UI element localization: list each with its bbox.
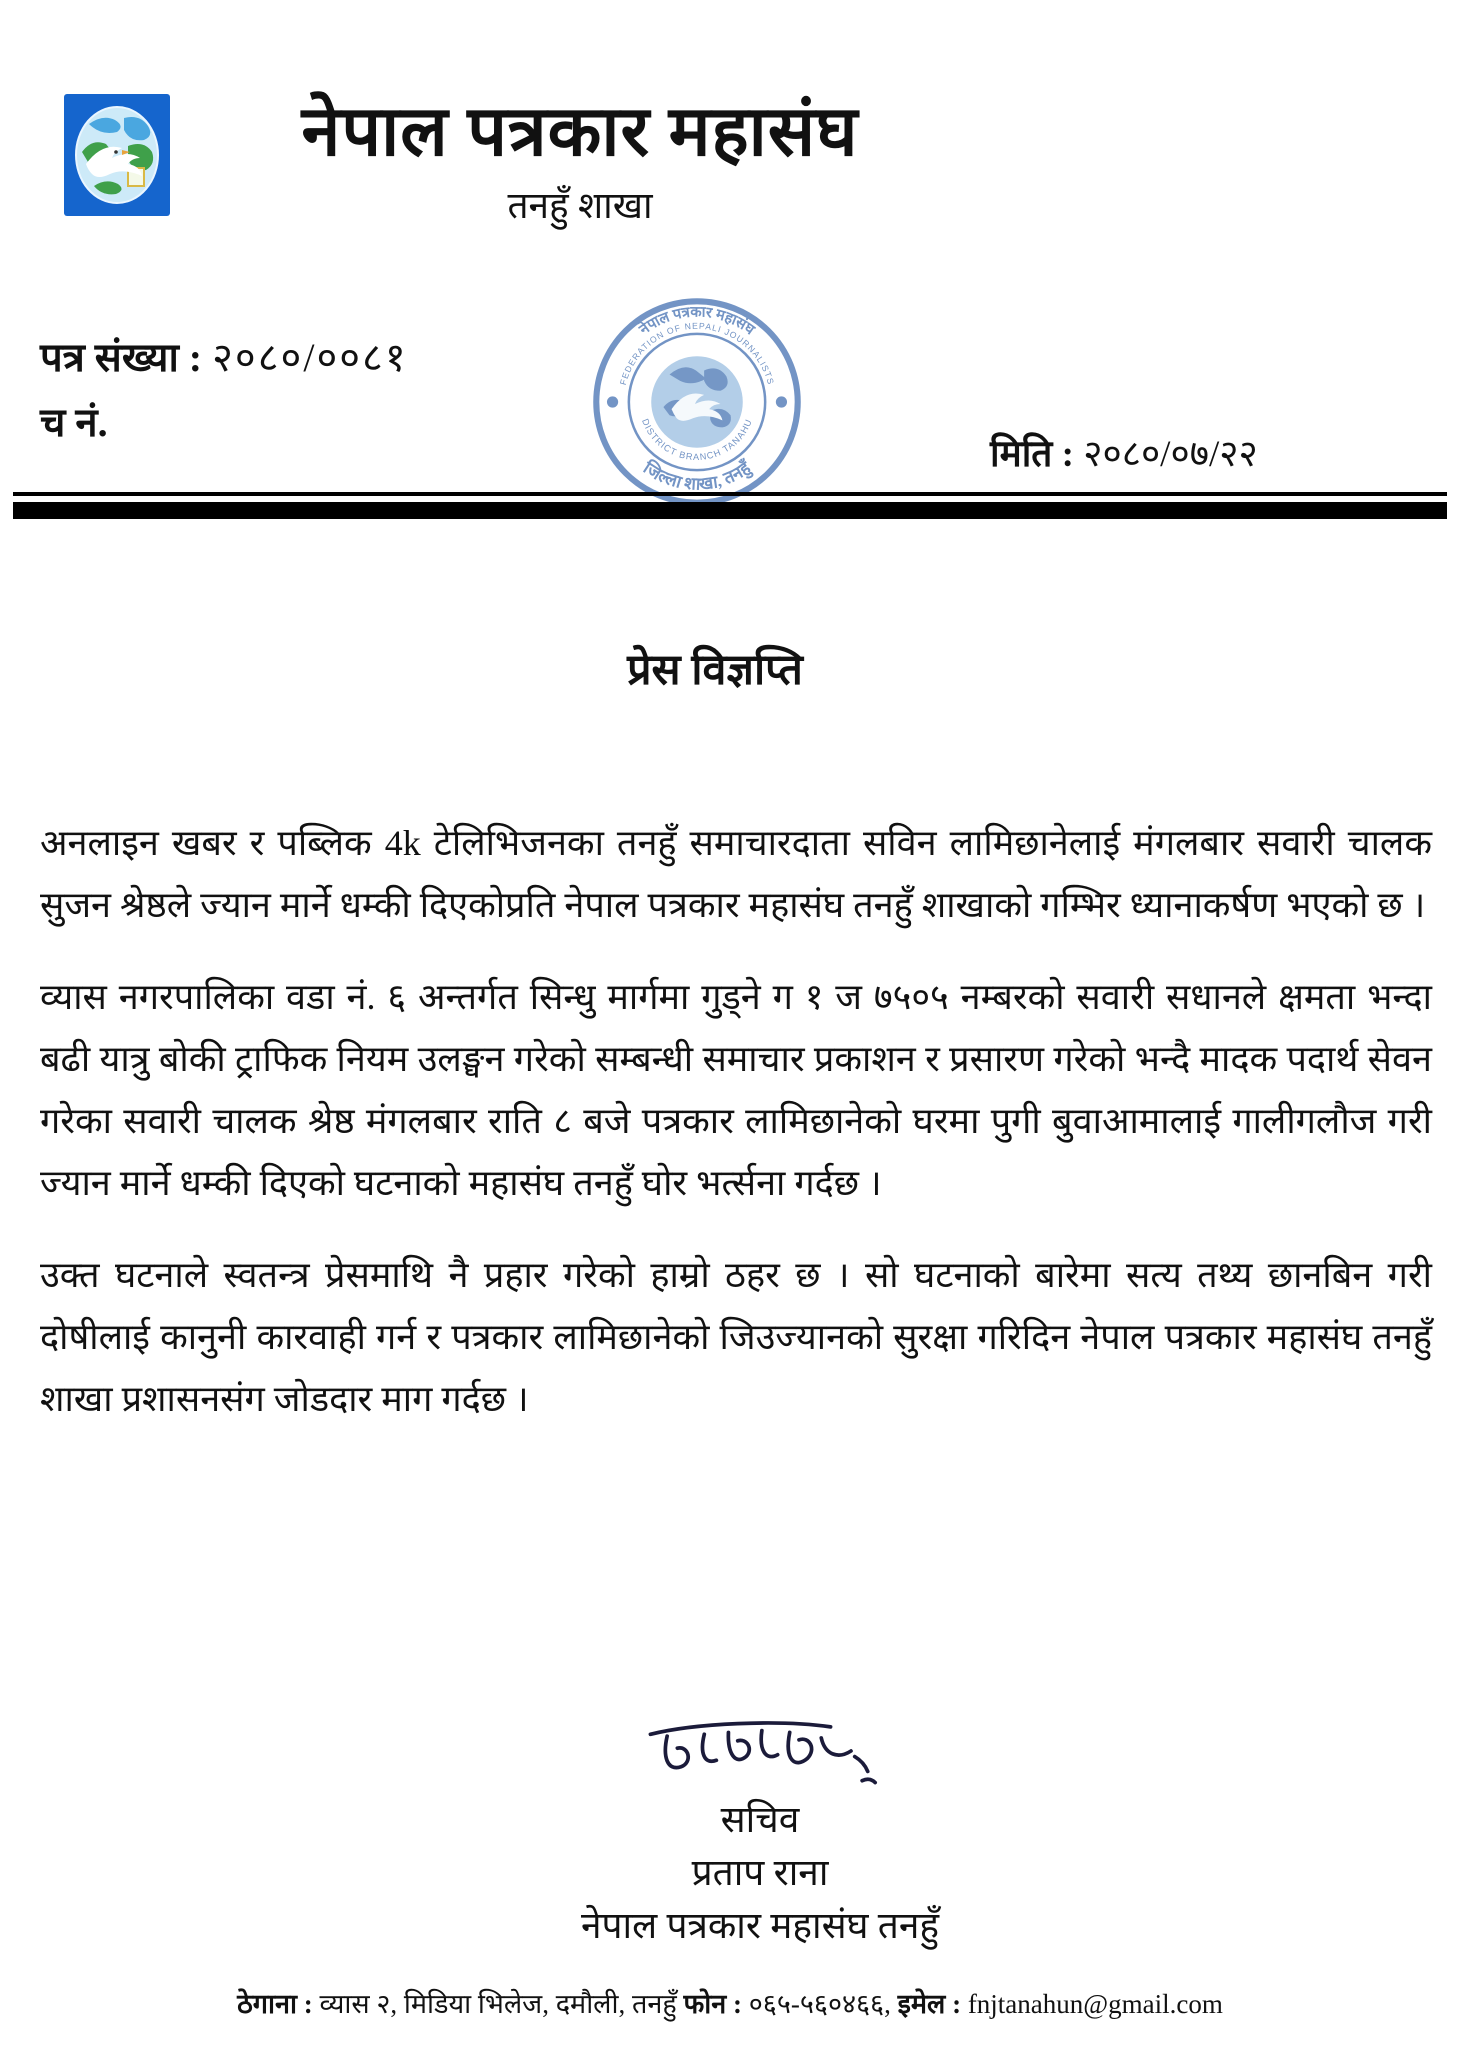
stamp-bottom-arc-text: जिल्ला शाखा, तनहुँ bbox=[639, 458, 755, 494]
footer-contact-line bbox=[0, 1984, 1460, 2021]
letter-number-value: २०८०/००८१ bbox=[212, 335, 408, 380]
date-value: २०८०/०७/२२ bbox=[1083, 434, 1258, 475]
official-stamp-icon bbox=[590, 285, 804, 519]
header-divider bbox=[13, 492, 1447, 519]
phone-value: ०६५-५६०४६६, bbox=[748, 1989, 891, 2019]
ch-number-label: च नं. bbox=[40, 400, 108, 445]
signatory-designation: सचिव bbox=[720, 1800, 800, 1841]
letter-number-line bbox=[40, 328, 408, 383]
paragraph-3: उक्त घटनाले स्वतन्त्र प्रेसमाथि नै प्रहार गरेको हाम्रो ठहर छ । सो घटनाको बारेमा सत्य तथ्य छानबिन गरी दोषीलाई कानुनी कारवाही गर्न र पत्रकार लामिछानेको जिउज्यानको सुरक्षा गरिदिन नेपाल पत्रकार महासंघ तनहुँ शाखा प्रशासनसंग जोडदार माग गर्दछ । bbox=[40, 1255, 1432, 1419]
paragraph-2: व्यास नगरपालिका वडा नं. ६ अन्तर्गत सिन्धु मार्गमा गुड्ने ग १ ज ७५०५ नम्बरको सवारी सधानले क्षमता भन्दा बढी यात्रु बोकी ट्राफिक नियम उलङ्घन गरेको सम्बन्धी समाचार प्रकाशन र प्रसारण गरेको भन्दै मादक पदार्थ सेवन गरेका सवारी चालक श्रेष्ठ मंगलबार राति ८ बजे पत्रकार लामिछानेको घरमा पुगी बुवाआमालाई गालीगलौज गरी ज्यान मार्ने धम्की दिएको घटनाको महासंघ तनहुँ घोर भर्त्सना गर्दछ । bbox=[40, 977, 1432, 1203]
phone-label: फोन : bbox=[683, 1989, 742, 2019]
press-release-title: प्रेस विज्ञप्ति bbox=[627, 647, 803, 694]
letter-body bbox=[40, 812, 1432, 1460]
signature-block bbox=[540, 1712, 980, 1953]
stamp-district-arc-text: DISTRICT BRANCH TANAHU bbox=[639, 417, 755, 463]
org-title: नेपाल पत्रकार महासंघ bbox=[301, 94, 859, 171]
email-value: fnjtanahun@gmail.com bbox=[967, 1989, 1223, 2019]
signatory-organization: नेपाल पत्रकार महासंघ तनहुँ bbox=[580, 1906, 940, 1947]
date-label: मिति : bbox=[990, 434, 1074, 475]
stamp-federation-arc-text: FEDERATION OF NEPALI JOURNALISTS bbox=[617, 320, 777, 387]
signature-scribble-icon bbox=[635, 1712, 885, 1790]
address-value: व्यास २, मिडिया भिलेज, दमौली, तनहुँ bbox=[319, 1989, 677, 2019]
address-label: ठेगाना : bbox=[237, 1989, 313, 2019]
header-divider-bar bbox=[13, 502, 1447, 519]
email-label: इमेल : bbox=[897, 1989, 962, 2019]
date-line bbox=[990, 426, 1450, 477]
stamp-top-arc-text: नेपाल पत्रकार महासंघ bbox=[636, 304, 758, 339]
paragraph-1: अनलाइन खबर र पब्लिक 4k टेलिभिजनका तनहुँ समाचारदाता सविन लामिछानेलाई मंगलबार सवारी चालक सुजन श्रेष्ठले ज्यान मार्ने धम्की दिएकोप्रति नेपाल पत्रकार महासंघ तनहुँ शाखाको गम्भिर ध्यानाकर्षण भएको छ । bbox=[40, 823, 1432, 925]
signatory-name: प्रताप राना bbox=[691, 1853, 829, 1894]
letter-number-label: पत्र संख्या : bbox=[40, 335, 203, 380]
branch-subtitle: तनहुँ शाखा bbox=[507, 186, 653, 227]
